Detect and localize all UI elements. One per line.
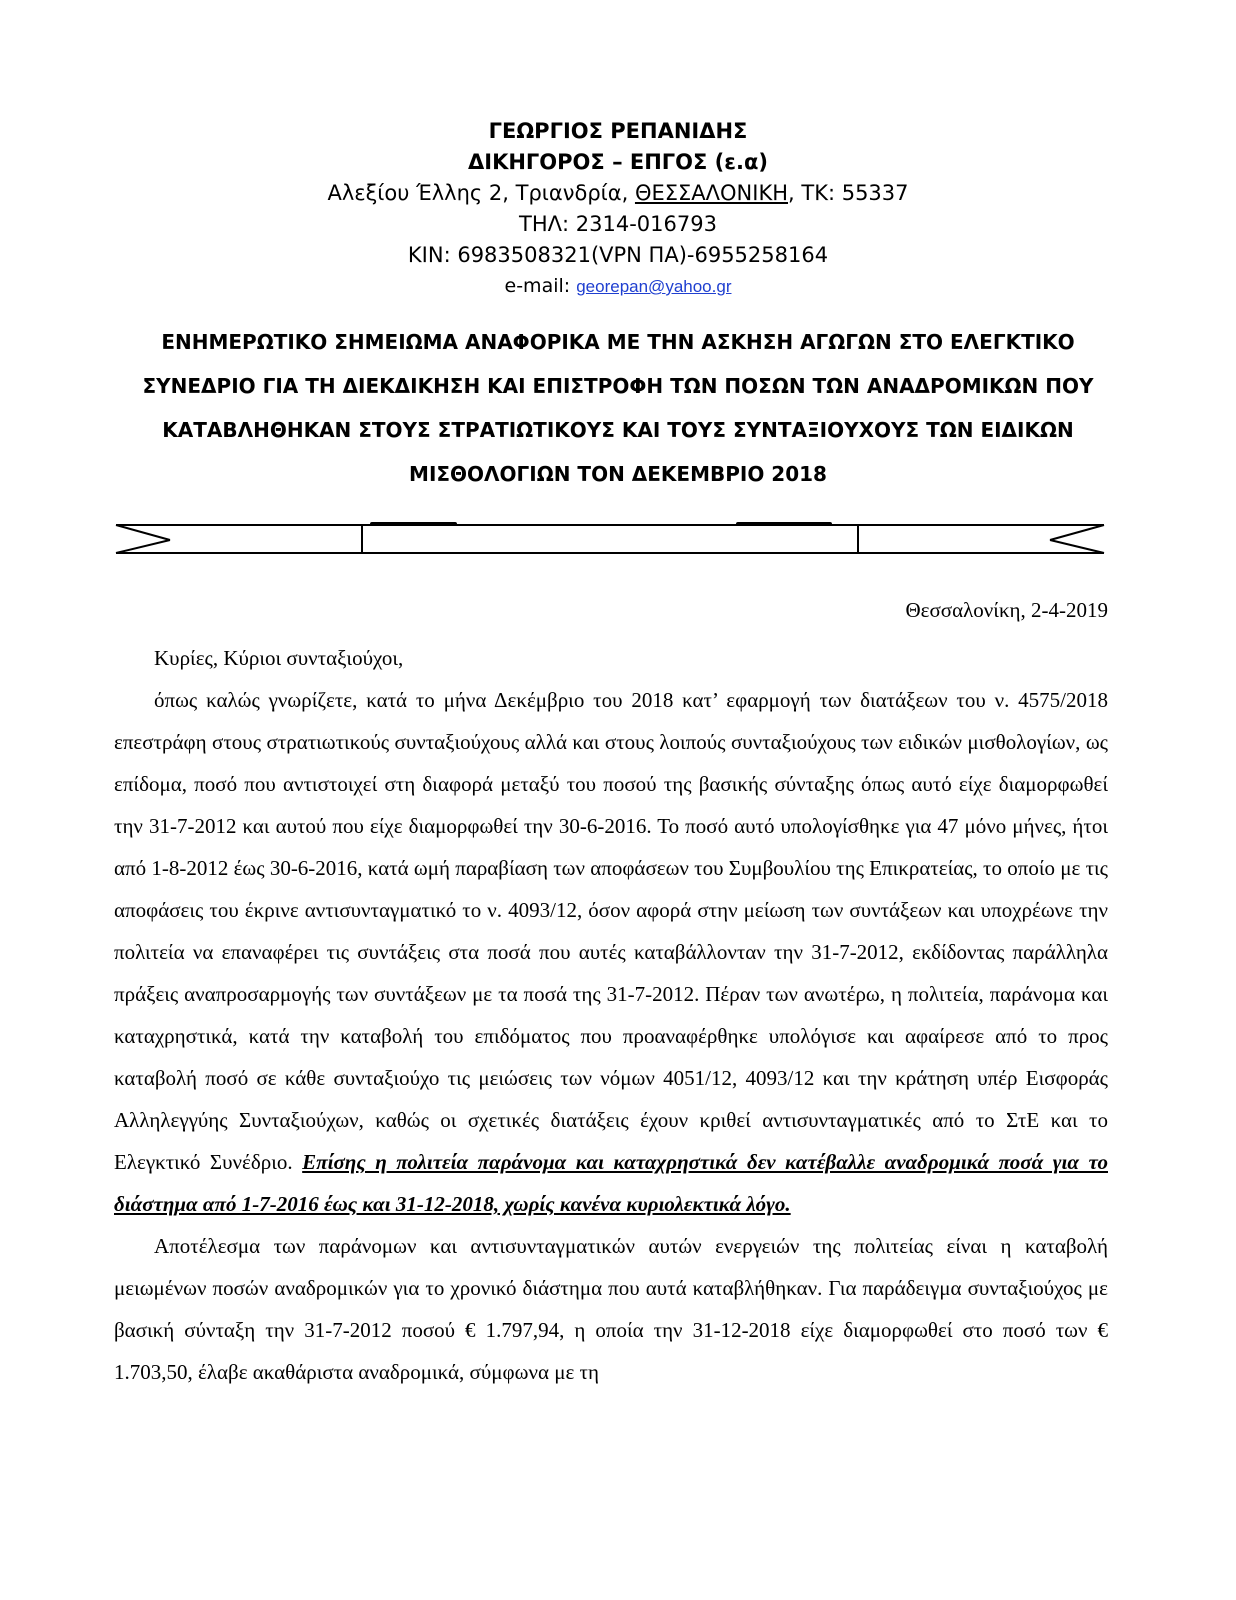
- letterhead: [150, 116, 1086, 302]
- paragraph-2: Αποτέλεσμα των παράνομων και αντισυνταγματικών αυτών ενεργειών της πολιτείας είναι η καταβολή μειωμένων ποσών αναδρομικών για το χρονικό διάστημα που αυτά καταβλήθηκαν. Για παράδειγμα συνταξιούχος με βασική σύνταξη την 31-7-2012 ποσού € 1.797,94, η οποία την 31-12-2018 είχε διαμορφωθεί στο ποσό των € 1.703,50, έλαβε ακαθάριστα αναδρομικά, σύμφωνα με τη: [114, 1234, 1108, 1384]
- divider-right-lower-arrow: [1050, 540, 1104, 553]
- divider-right-upper-arrow: [1050, 525, 1104, 540]
- salutation: Κυρίες, Κύριοι συνταξιούχοι,: [154, 646, 404, 670]
- address-postcode: , ΤΚ: 55337: [788, 181, 909, 205]
- email-link[interactable]: georepan@yahoo.gr: [576, 277, 732, 296]
- divider-left-lower-arrow: [116, 540, 170, 553]
- paragraph-1-text: όπως καλώς γνωρίζετε, κατά το μήνα Δεκέμβριο του 2018 κατ’ εφαρμογή των διατάξεων του ν. 4575/2018 επεστράφη στους στρατιωτικούς συνταξιούχους αλλά και στους λοιπούς συνταξιούχους των ειδικών μισθολογίων, ως επίδομα, ποσό που αντιστοιχεί στη διαφορά μεταξύ του ποσού της βασικής σύνταξης όπως αυτό είχε διαμορφωθεί την 31-7-2012 και αυτού που είχε διαμορφωθεί την 30-6-2016. Το ποσό αυτό υπολογίσθηκε για 47 μόνο μήνες, ήτοι από 1-8-2012 έως 30-6-2016, κατά ωμή παραβίαση των αποφάσεων του Συμβουλίου της Επικρατείας, το οποίο με τις αποφάσεις του έκρινε αντισυνταγματικό το ν. 4093/12, όσον αφορά στην μείωση των συντάξεων και υποχρέωνε την πολιτεία να επαναφέρει τις συντάξεις στα ποσά που αυτές καταβάλλονταν την 31-7-2012, εκδίδοντας παράλληλα πράξεις αναπροσαρμογής των συντάξεων με τα ποσά της 31-7-2012. Πέραν των ανωτέρω, η πολιτεία, παράνομα και καταχρηστικά, κατά την καταβολή του επιδόματος που προαναφέρθηκε υπολόγισε και αφαίρεσε από το προς καταβολή ποσό σε κάθε συνταξιούχο τις μειώσεις των νόμων 4051/12, 4093/12 και την κράτηση υπέρ Εισφοράς Αλληλεγγύης Συνταξιούχων, καθώς οι σχετικές διατάξεις έχουν κριθεί αντισυνταγματικές από το ΣτΕ και το Ελεγκτικό Συνέδριο.: [114, 688, 1108, 1174]
- phone-line: ΤΗΛ: 2314-016793: [519, 212, 717, 236]
- address-city: ΘΕΣΣΑΛΟΝΙΚΗ: [634, 181, 789, 205]
- mobile-line: ΚΙΝ: 6983508321(VPN ΠΑ)-6955258164: [407, 243, 829, 267]
- divider-center-box: [362, 525, 858, 553]
- document-title: ΕΝΗΜΕΡΩΤΙΚΟ ΣΗΜΕΙΩΜΑ ΑΝΑΦΟΡΙΚΑ ΜΕ ΤΗΝ ΑΣΚΗΣΗ ΑΓΩΓΩΝ ΣΤΟ ΕΛΕΓΚΤΙΚΟ ΣΥΝΕΔΡΙΟ ΓΙΑ ΤΗ ΔΙΕΚΔΙΚΗΣΗ ΚΑΙ ΕΠΙΣΤΡΟΦΗ ΤΩΝ ΠΟΣΩΝ ΤΩΝ ΑΝΑΔΡΟΜΙΚΩΝ ΠΟΥ ΚΑΤΑΒΛΗΘΗΚΑΝ ΣΤΟΥΣ ΣΤΡΑΤΙΩΤΙΚΟΥΣ ΚΑΙ ΤΟΥΣ ΣΥΝΤΑΞΙΟΥΧΟΥΣ ΤΩΝ ΕΙΔΙΚΩΝ ΜΙΣΘΟΛΟΓΙΩΝ ΤΟΝ ΔΕΚΕΜΒΡΙΟ 2018: [142, 330, 1094, 486]
- document-date: Θεσσαλονίκη, 2-4-2019: [905, 598, 1108, 622]
- decorative-divider: [110, 515, 1110, 565]
- email-label: e-mail:: [504, 275, 577, 297]
- address-line: [150, 178, 1086, 209]
- lawyer-title: ΔΙΚΗΓΟΡΟΣ – ΕΠΓΟΣ (ε.α): [468, 150, 768, 174]
- paragraph-1: [114, 679, 1108, 1225]
- lawyer-name: ΓΕΩΡΓΙΟΣ ΡΕΠΑΝΙΔΗΣ: [488, 119, 748, 143]
- paragraph-1-emphasis: Επίσης η πολιτεία παράνομα και καταχρηστικά δεν κατέβαλλε αναδρομικά ποσά για το διάστημα από 1-7-2016 έως και 31-12-2018, χωρίς κανένα κυριολεκτικά λόγο.: [114, 1150, 1108, 1216]
- divider-left-upper-arrow: [116, 525, 170, 540]
- document-body: [114, 637, 1108, 1393]
- address-street: Αλεξίου Έλλης 2, Τριανδρία,: [327, 181, 635, 205]
- email-line: [150, 271, 1086, 302]
